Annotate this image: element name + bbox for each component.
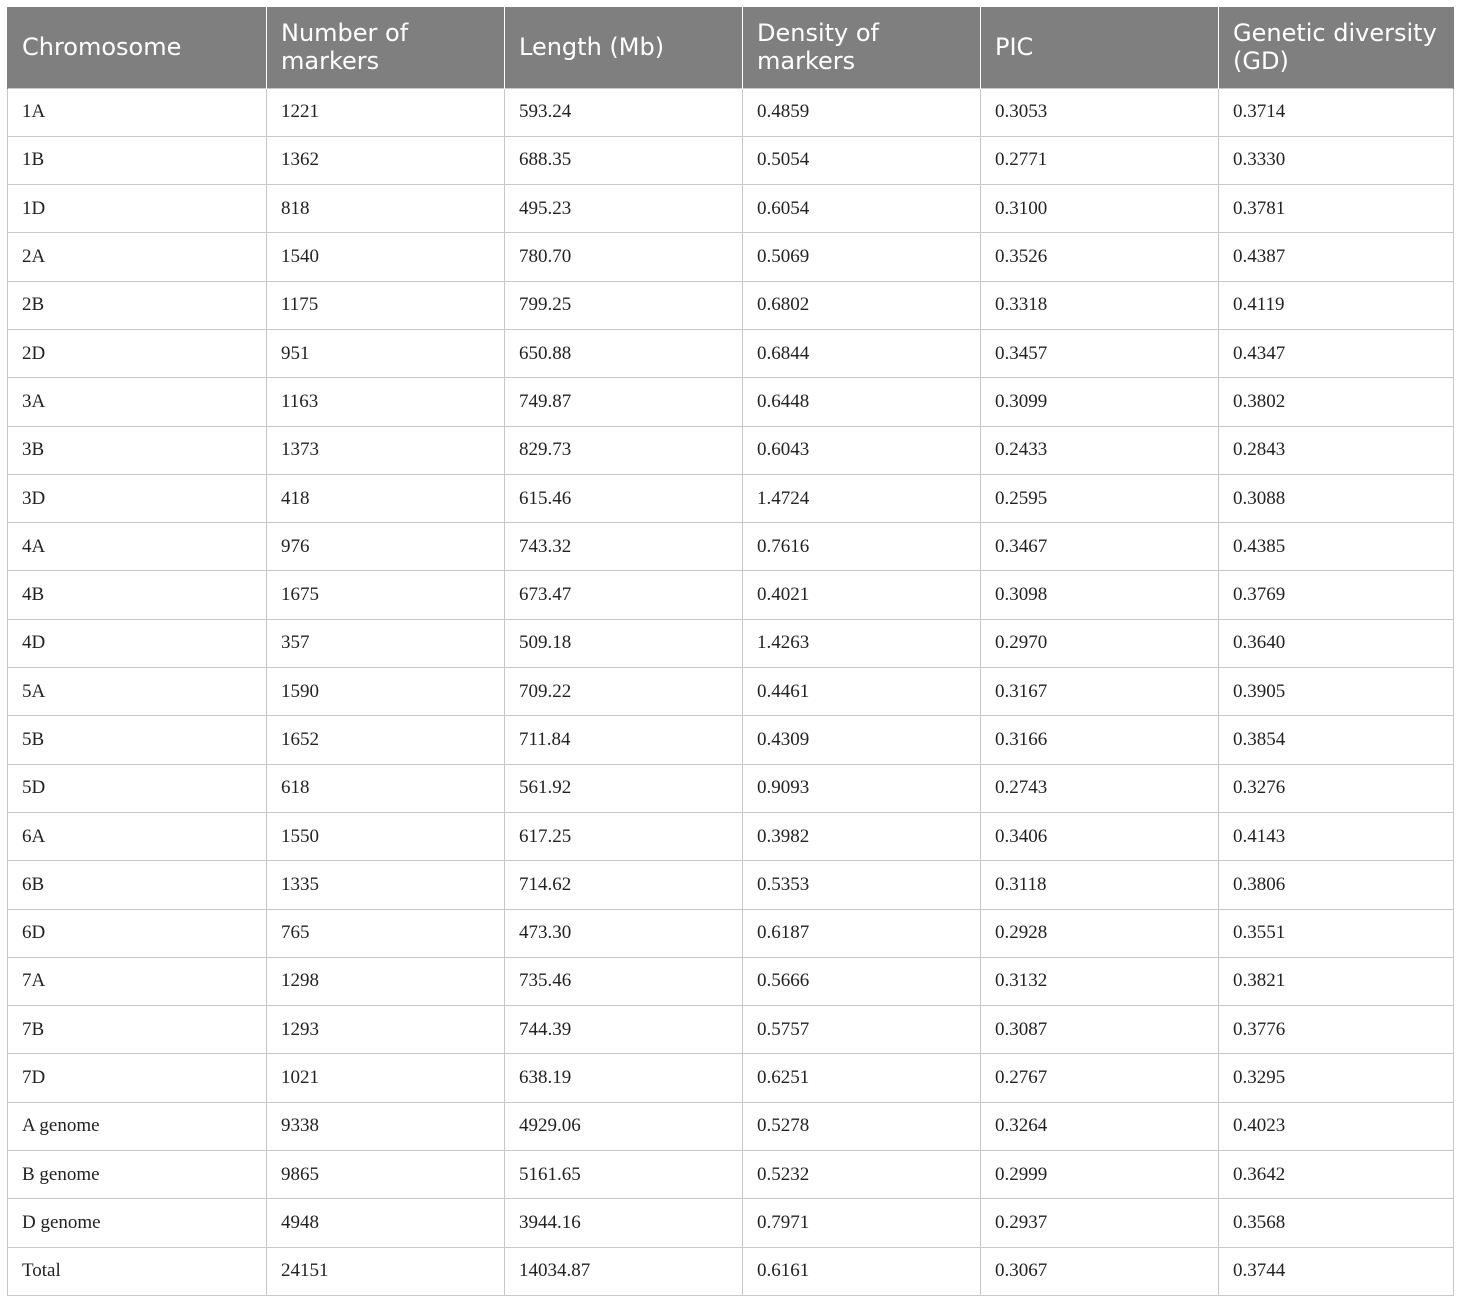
cell-length: 743.32 [505, 523, 743, 571]
cell-density-of-markers: 0.5278 [743, 1102, 981, 1150]
cell-length: 4929.06 [505, 1102, 743, 1150]
cell-genetic-diversity: 0.3640 [1219, 619, 1454, 667]
cell-length: 5161.65 [505, 1151, 743, 1199]
cell-length: 799.25 [505, 281, 743, 329]
cell-genetic-diversity: 0.4143 [1219, 812, 1454, 860]
cell-pic: 0.3067 [981, 1247, 1219, 1295]
cell-chromosome: 4D [8, 619, 267, 667]
cell-chromosome: 3A [8, 378, 267, 426]
cell-density-of-markers: 0.5353 [743, 861, 981, 909]
cell-pic: 0.2595 [981, 474, 1219, 522]
cell-number-of-markers: 618 [267, 764, 505, 812]
cell-pic: 0.2928 [981, 909, 1219, 957]
cell-chromosome: D genome [8, 1199, 267, 1247]
cell-number-of-markers: 4948 [267, 1199, 505, 1247]
cell-chromosome: 6A [8, 812, 267, 860]
cell-genetic-diversity: 0.3781 [1219, 185, 1454, 233]
cell-chromosome: 2D [8, 329, 267, 377]
table-row [8, 1006, 1454, 1054]
cell-chromosome: 4A [8, 523, 267, 571]
cell-pic: 0.2771 [981, 136, 1219, 184]
header-number-of-markers: Number of markers [267, 7, 505, 88]
cell-genetic-diversity: 0.4385 [1219, 523, 1454, 571]
cell-pic: 0.3099 [981, 378, 1219, 426]
cell-length: 714.62 [505, 861, 743, 909]
cell-number-of-markers: 1021 [267, 1054, 505, 1102]
table-row [8, 764, 1454, 812]
table-row [8, 909, 1454, 957]
cell-genetic-diversity: 0.3769 [1219, 571, 1454, 619]
cell-number-of-markers: 1373 [267, 426, 505, 474]
table-header [8, 7, 1454, 88]
cell-chromosome: 4B [8, 571, 267, 619]
cell-number-of-markers: 1293 [267, 1006, 505, 1054]
cell-chromosome: 5D [8, 764, 267, 812]
cell-density-of-markers: 0.4461 [743, 668, 981, 716]
cell-genetic-diversity: 0.3776 [1219, 1006, 1454, 1054]
cell-chromosome: 3B [8, 426, 267, 474]
cell-length: 473.30 [505, 909, 743, 957]
table-row [8, 1247, 1454, 1295]
cell-length: 615.46 [505, 474, 743, 522]
header-length: Length (Mb) [505, 7, 743, 88]
cell-genetic-diversity: 0.4387 [1219, 233, 1454, 281]
cell-length: 749.87 [505, 378, 743, 426]
cell-length: 829.73 [505, 426, 743, 474]
cell-length: 638.19 [505, 1054, 743, 1102]
cell-length: 561.92 [505, 764, 743, 812]
cell-number-of-markers: 1335 [267, 861, 505, 909]
cell-length: 14034.87 [505, 1247, 743, 1295]
cell-density-of-markers: 1.4724 [743, 474, 981, 522]
table-row [8, 523, 1454, 571]
cell-genetic-diversity: 0.3806 [1219, 861, 1454, 909]
cell-number-of-markers: 1175 [267, 281, 505, 329]
cell-pic: 0.3406 [981, 812, 1219, 860]
cell-pic: 0.3087 [981, 1006, 1219, 1054]
table-body [8, 88, 1454, 1295]
cell-number-of-markers: 1652 [267, 716, 505, 764]
cell-pic: 0.3457 [981, 329, 1219, 377]
table-row [8, 812, 1454, 860]
table-row [8, 233, 1454, 281]
chromosome-marker-table [7, 7, 1454, 1296]
cell-length: 593.24 [505, 88, 743, 136]
cell-density-of-markers: 0.4309 [743, 716, 981, 764]
cell-pic: 0.3467 [981, 523, 1219, 571]
cell-chromosome: 1A [8, 88, 267, 136]
cell-chromosome: 5A [8, 668, 267, 716]
cell-genetic-diversity: 0.3295 [1219, 1054, 1454, 1102]
cell-pic: 0.3526 [981, 233, 1219, 281]
table-row [8, 716, 1454, 764]
cell-density-of-markers: 0.6187 [743, 909, 981, 957]
cell-genetic-diversity: 0.3802 [1219, 378, 1454, 426]
cell-genetic-diversity: 0.3714 [1219, 88, 1454, 136]
cell-number-of-markers: 418 [267, 474, 505, 522]
cell-chromosome: 7B [8, 1006, 267, 1054]
cell-pic: 0.3118 [981, 861, 1219, 909]
cell-number-of-markers: 1540 [267, 233, 505, 281]
cell-length: 709.22 [505, 668, 743, 716]
cell-number-of-markers: 9865 [267, 1151, 505, 1199]
cell-pic: 0.3132 [981, 957, 1219, 1005]
cell-genetic-diversity: 0.3854 [1219, 716, 1454, 764]
cell-density-of-markers: 0.6844 [743, 329, 981, 377]
cell-density-of-markers: 0.5757 [743, 1006, 981, 1054]
table-row [8, 1151, 1454, 1199]
cell-genetic-diversity: 0.3642 [1219, 1151, 1454, 1199]
cell-length: 617.25 [505, 812, 743, 860]
cell-pic: 0.2999 [981, 1151, 1219, 1199]
header-density-of-markers: Density of markers [743, 7, 981, 88]
cell-number-of-markers: 1590 [267, 668, 505, 716]
table-row [8, 668, 1454, 716]
cell-density-of-markers: 0.6043 [743, 426, 981, 474]
cell-density-of-markers: 0.6802 [743, 281, 981, 329]
table-row [8, 329, 1454, 377]
cell-number-of-markers: 1362 [267, 136, 505, 184]
table-row [8, 88, 1454, 136]
table-row [8, 619, 1454, 667]
cell-chromosome: 7A [8, 957, 267, 1005]
cell-pic: 0.2433 [981, 426, 1219, 474]
cell-length: 711.84 [505, 716, 743, 764]
cell-density-of-markers: 0.4859 [743, 88, 981, 136]
cell-number-of-markers: 765 [267, 909, 505, 957]
cell-chromosome: 1B [8, 136, 267, 184]
cell-genetic-diversity: 0.4023 [1219, 1102, 1454, 1150]
cell-length: 780.70 [505, 233, 743, 281]
cell-density-of-markers: 0.6448 [743, 378, 981, 426]
cell-pic: 0.3318 [981, 281, 1219, 329]
cell-density-of-markers: 0.4021 [743, 571, 981, 619]
cell-chromosome: 7D [8, 1054, 267, 1102]
cell-genetic-diversity: 0.3744 [1219, 1247, 1454, 1295]
cell-chromosome: B genome [8, 1151, 267, 1199]
table-row [8, 185, 1454, 233]
table-row [8, 1199, 1454, 1247]
cell-length: 744.39 [505, 1006, 743, 1054]
table-row [8, 281, 1454, 329]
cell-density-of-markers: 0.7616 [743, 523, 981, 571]
table-row [8, 426, 1454, 474]
cell-genetic-diversity: 0.3276 [1219, 764, 1454, 812]
cell-length: 673.47 [505, 571, 743, 619]
cell-number-of-markers: 1675 [267, 571, 505, 619]
cell-number-of-markers: 1221 [267, 88, 505, 136]
cell-density-of-markers: 0.5054 [743, 136, 981, 184]
cell-genetic-diversity: 0.3088 [1219, 474, 1454, 522]
cell-genetic-diversity: 0.2843 [1219, 426, 1454, 474]
cell-pic: 0.3053 [981, 88, 1219, 136]
cell-length: 688.35 [505, 136, 743, 184]
cell-pic: 0.2743 [981, 764, 1219, 812]
cell-density-of-markers: 0.5069 [743, 233, 981, 281]
cell-pic: 0.3264 [981, 1102, 1219, 1150]
table-row [8, 861, 1454, 909]
cell-number-of-markers: 357 [267, 619, 505, 667]
cell-chromosome: 5B [8, 716, 267, 764]
cell-density-of-markers: 0.6161 [743, 1247, 981, 1295]
cell-genetic-diversity: 0.3821 [1219, 957, 1454, 1005]
cell-chromosome: 3D [8, 474, 267, 522]
cell-pic: 0.3098 [981, 571, 1219, 619]
table-row [8, 571, 1454, 619]
cell-genetic-diversity: 0.4119 [1219, 281, 1454, 329]
cell-pic: 0.3166 [981, 716, 1219, 764]
cell-number-of-markers: 1298 [267, 957, 505, 1005]
table-row [8, 136, 1454, 184]
cell-chromosome: 1D [8, 185, 267, 233]
cell-length: 3944.16 [505, 1199, 743, 1247]
cell-genetic-diversity: 0.4347 [1219, 329, 1454, 377]
cell-chromosome: 2B [8, 281, 267, 329]
cell-density-of-markers: 0.5232 [743, 1151, 981, 1199]
cell-density-of-markers: 0.6054 [743, 185, 981, 233]
table-row [8, 378, 1454, 426]
cell-density-of-markers: 1.4263 [743, 619, 981, 667]
header-chromosome: Chromosome [8, 7, 267, 88]
cell-chromosome: Total [8, 1247, 267, 1295]
cell-pic: 0.2767 [981, 1054, 1219, 1102]
cell-length: 650.88 [505, 329, 743, 377]
cell-chromosome: 2A [8, 233, 267, 281]
header-pic: PIC [981, 7, 1219, 88]
cell-genetic-diversity: 0.3568 [1219, 1199, 1454, 1247]
table-row [8, 1054, 1454, 1102]
table-row [8, 474, 1454, 522]
cell-chromosome: 6B [8, 861, 267, 909]
cell-pic: 0.3100 [981, 185, 1219, 233]
cell-number-of-markers: 9338 [267, 1102, 505, 1150]
cell-number-of-markers: 24151 [267, 1247, 505, 1295]
cell-genetic-diversity: 0.3551 [1219, 909, 1454, 957]
cell-chromosome: 6D [8, 909, 267, 957]
cell-density-of-markers: 0.9093 [743, 764, 981, 812]
cell-length: 495.23 [505, 185, 743, 233]
cell-length: 509.18 [505, 619, 743, 667]
cell-pic: 0.2937 [981, 1199, 1219, 1247]
cell-pic: 0.3167 [981, 668, 1219, 716]
cell-pic: 0.2970 [981, 619, 1219, 667]
chromosome-marker-table-container [7, 7, 1453, 1296]
cell-number-of-markers: 1163 [267, 378, 505, 426]
cell-number-of-markers: 951 [267, 329, 505, 377]
table-row [8, 957, 1454, 1005]
cell-density-of-markers: 0.7971 [743, 1199, 981, 1247]
cell-chromosome: A genome [8, 1102, 267, 1150]
header-row [8, 7, 1454, 88]
header-genetic-diversity: Genetic diversity (GD) [1219, 7, 1454, 88]
cell-genetic-diversity: 0.3905 [1219, 668, 1454, 716]
cell-density-of-markers: 0.3982 [743, 812, 981, 860]
cell-number-of-markers: 818 [267, 185, 505, 233]
table-row [8, 1102, 1454, 1150]
cell-number-of-markers: 976 [267, 523, 505, 571]
cell-number-of-markers: 1550 [267, 812, 505, 860]
cell-genetic-diversity: 0.3330 [1219, 136, 1454, 184]
cell-density-of-markers: 0.6251 [743, 1054, 981, 1102]
cell-length: 735.46 [505, 957, 743, 1005]
cell-density-of-markers: 0.5666 [743, 957, 981, 1005]
